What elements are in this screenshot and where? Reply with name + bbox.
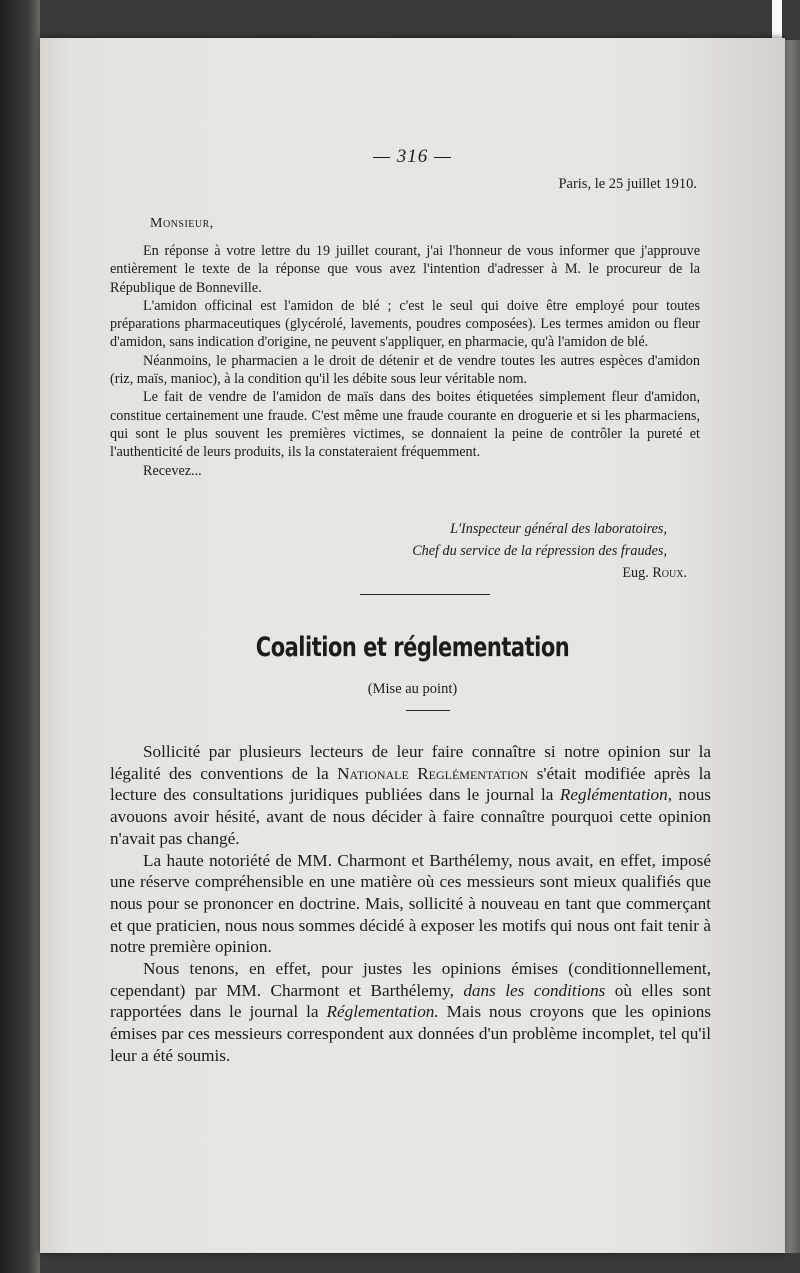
letter-paragraph: L'amidon officinal est l'amidon de blé ; c'est le seul qui doive être employé pour toutes préparations pharmaceutiques (glycérolé, lavements, poudres composées). Les termes amidon ou fleur d'amidon, sans indication d'origine, ne peuvent s'appliquer, en pharmacie, qu'à l'amidon de blé. — [110, 297, 700, 351]
document-page — [40, 38, 785, 1253]
section-divider — [360, 594, 490, 595]
letter-closing: Recevez... — [143, 462, 202, 479]
letter-date: Paris, le 25 juillet 1910. — [558, 176, 697, 192]
signature-name — [412, 562, 687, 584]
text-run: Mais nous croyons que les opinions émises par ces messieurs correspondent aux données d'un problème incomplet, tel qu'il leur a été soumis. — [110, 1002, 711, 1065]
signature-last-name: Roux. — [652, 565, 687, 581]
article-paragraph — [110, 958, 711, 1067]
journal-name: Reglémentation — [559, 785, 668, 805]
letter-signature — [412, 518, 687, 584]
letter-body — [110, 242, 700, 480]
article-paragraph: La haute notoriété de MM. Charmont et Barthélemy, nous avait, en effet, imposé une réserve compréhensible en une matière où ces messieurs sont mieux qualifiés que nous pour se prononcer en doctrine. Mais, sollicité à nouveau en tant que commerçant et que praticien, nous nous sommes décidé à exposer les motifs qui nous ont fait tenir à notre première opinion. — [110, 850, 711, 957]
section-title: Coalition et réglementation — [255, 632, 570, 662]
text-run: Nous tenons, en effet, pour justes les opinions émises (conditionnellement, cependant) par MM. Charmont et Barthélemy, — [110, 959, 711, 1000]
letter-paragraph: Néanmoins, le pharmacien a le droit de détenir et de vendre toutes les autres espèces d'amidon (riz, maïs, manioc), à la condition qu'il les débite sous leur véritable nom. — [110, 352, 700, 388]
subtitle-divider — [406, 710, 450, 711]
journal-name: Réglementation. — [326, 1002, 439, 1022]
text-run: Sollicité par plusieurs lecteurs de leur faire connaître si notre opinion sur la légalité des conventions de la — [110, 742, 711, 783]
letter-salutation: Monsieur, — [150, 216, 214, 231]
article-paragraph — [110, 741, 711, 850]
signature-title-line-2: Chef du service de la répression des fraudes, — [412, 543, 667, 559]
organization-name: Nationale Reglémentation — [337, 763, 529, 783]
section-subtitle: (Mise au point) — [367, 681, 458, 697]
page-number: — 316 — — [373, 146, 452, 167]
bookmark-ribbon — [772, 0, 782, 40]
text-run: où elles sont rapportées dans le journal la — [110, 980, 711, 1022]
article-body — [110, 741, 711, 1067]
letter-paragraph: En réponse à votre lettre du 19 juillet courant, j'ai l'honneur de vous informer que j'approuve entièrement le texte de la réponse que vous avez l'intention d'adresser à M. le procureur de la République de Bonneville. — [110, 243, 700, 296]
text-run: , nous avouons avoir hésité, avant de nous décider à faire connaître pourquoi cette opinion n'avait pas changé. — [110, 785, 711, 848]
scan-border-left — [0, 0, 40, 1273]
emphasis: dans les conditions — [463, 980, 606, 1000]
signature-title-line-1: L'Inspecteur général des laboratoires, — [450, 521, 667, 537]
text-run: s'était modifiée après la lecture des consultations juridiques publiées dans le journal la — [110, 763, 711, 805]
letter-paragraph: Le fait de vendre de l'amidon de maïs dans des boites étiquetées simplement fleur d'amidon, constitue certainement une fraude. C'est même une fraude courante en droguerie et si les pharmaciens, qui sont le plus souvent les premières victimes, se donnaient la peine de contrôler la pureté et l'authenticité de leurs produits, ils la constateraient fréquemment. — [110, 389, 700, 461]
signature-first-name: Eug. — [622, 565, 649, 581]
